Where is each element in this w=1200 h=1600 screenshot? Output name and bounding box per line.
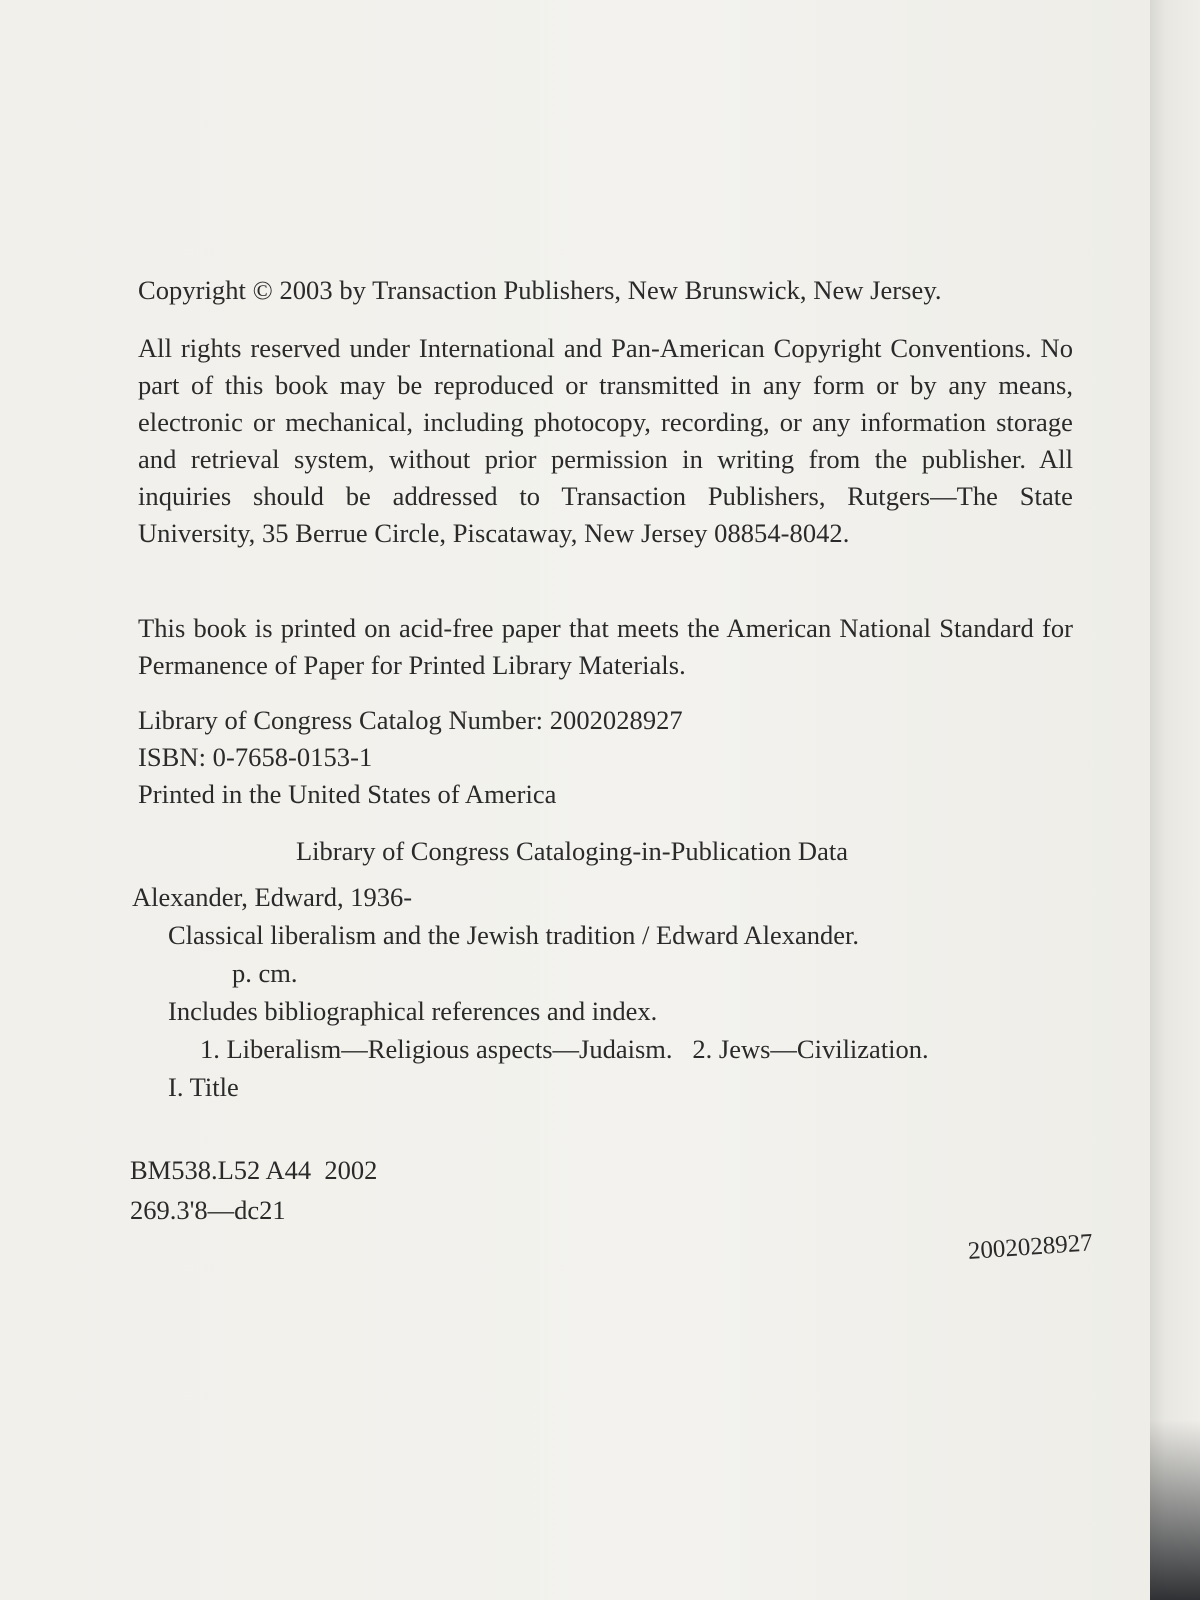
page-edge — [1150, 0, 1200, 1600]
cip-heading: Library of Congress Cataloging-in-Publication Data — [296, 836, 848, 866]
cip-title: Classical liberalism and the Jewish tradition / Edward Alexander. — [168, 920, 860, 950]
classification — [130, 1150, 377, 1230]
cip-author: Alexander, Edward, 1936- — [132, 882, 413, 912]
catalog-number: Library of Congress Catalog Number: 2002028927 — [138, 705, 683, 735]
cip-record — [132, 878, 929, 1106]
cip-pcm: p. cm. — [232, 958, 298, 988]
publication-info — [138, 702, 683, 813]
cip-title-entry: I. Title — [168, 1072, 239, 1102]
isbn: ISBN: 0-7658-0153-1 — [138, 742, 373, 772]
cip-subjects: 1. Liberalism—Religious aspects—Judaism. 2. Jews—Civilization. — [200, 1034, 929, 1064]
call-number: BM538.L52 A44 2002 — [130, 1155, 378, 1185]
rights-paragraph: All rights reserved under International and Pan-American Copyright Conventions. No part of this book may be reproduced or transmitted in any form or by any means, electronic or mechanical, including photocopy, recording, or any information storage and retrieval system, without prior permission in writing from the publisher. All inquiries should be addressed to Transaction Publishers, Rutgers—The State University, 35 Berrue Circle, Piscataway, New Jersey 08854-8042. — [138, 333, 1073, 548]
cip-notes: Includes bibliographical references and index. — [168, 996, 658, 1026]
lccn-number: 2002028927 — [967, 1229, 1094, 1265]
copyright-line: Copyright © 2003 by Transaction Publishers, New Brunswick, New Jersey. — [138, 275, 942, 305]
acid-free-paragraph: This book is printed on acid-free paper that meets the American National Standard for Permanence of Paper for Printed Library Materials. — [138, 613, 1073, 680]
printed-in: Printed in the United States of America — [138, 779, 557, 809]
dewey-number: 269.3'8—dc21 — [130, 1195, 286, 1225]
